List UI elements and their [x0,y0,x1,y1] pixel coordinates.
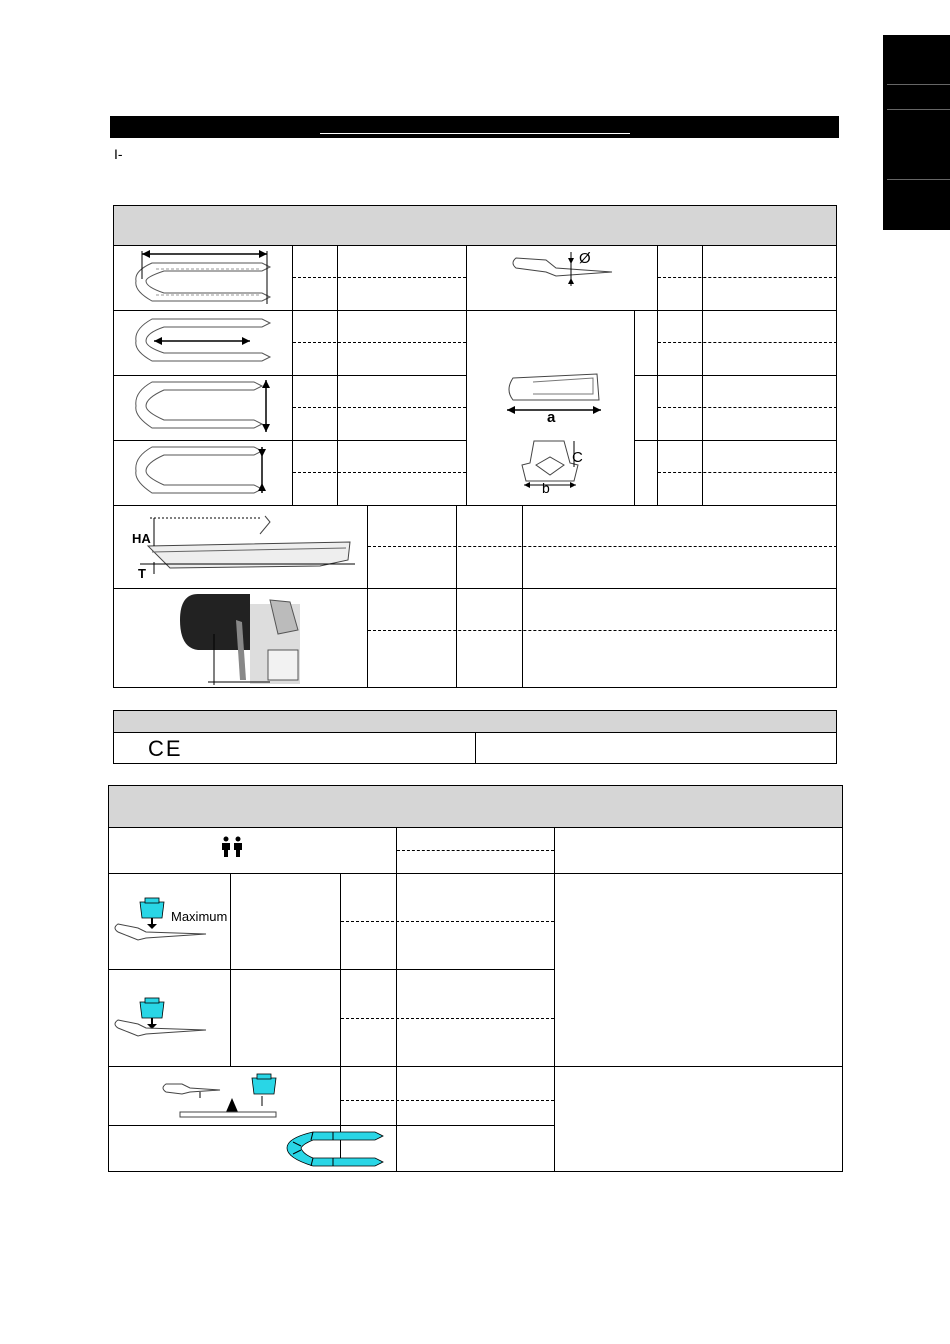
label-ha: HA [132,531,151,546]
label-b: b [542,480,550,496]
chapter-tab-divider [887,84,950,85]
transom-figure [180,590,305,685]
label-a: a [547,409,556,426]
length-inside-figure [132,313,282,371]
title-underline [320,133,630,134]
line-prefix: I- [114,146,123,162]
boat-outline-icon [285,1128,385,1170]
maximum-label: Maximum [171,909,228,924]
beam-inside-figure [132,443,282,501]
chapter-tab [883,35,950,230]
side-view-figure [120,512,365,584]
persons-icon [219,836,245,858]
capacity-header [108,785,843,828]
engine-weight-figure [160,1072,285,1120]
section-title-bar [110,116,839,138]
capacity-table [108,827,843,1172]
ce-mark-icon: CE [148,736,183,761]
chapter-tab-divider [887,179,950,180]
certification-header [113,710,837,733]
label-t: T [138,566,146,581]
chapter-tab-divider [887,109,950,110]
length-overall-figure [132,249,282,307]
label-c: C [572,449,583,466]
dimensions-header [113,205,837,246]
tube-diameter-figure [508,250,618,290]
beam-overall-figure [132,378,282,436]
diameter-symbol: Ø [579,250,591,267]
engine-recommended-figure [112,998,212,1043]
